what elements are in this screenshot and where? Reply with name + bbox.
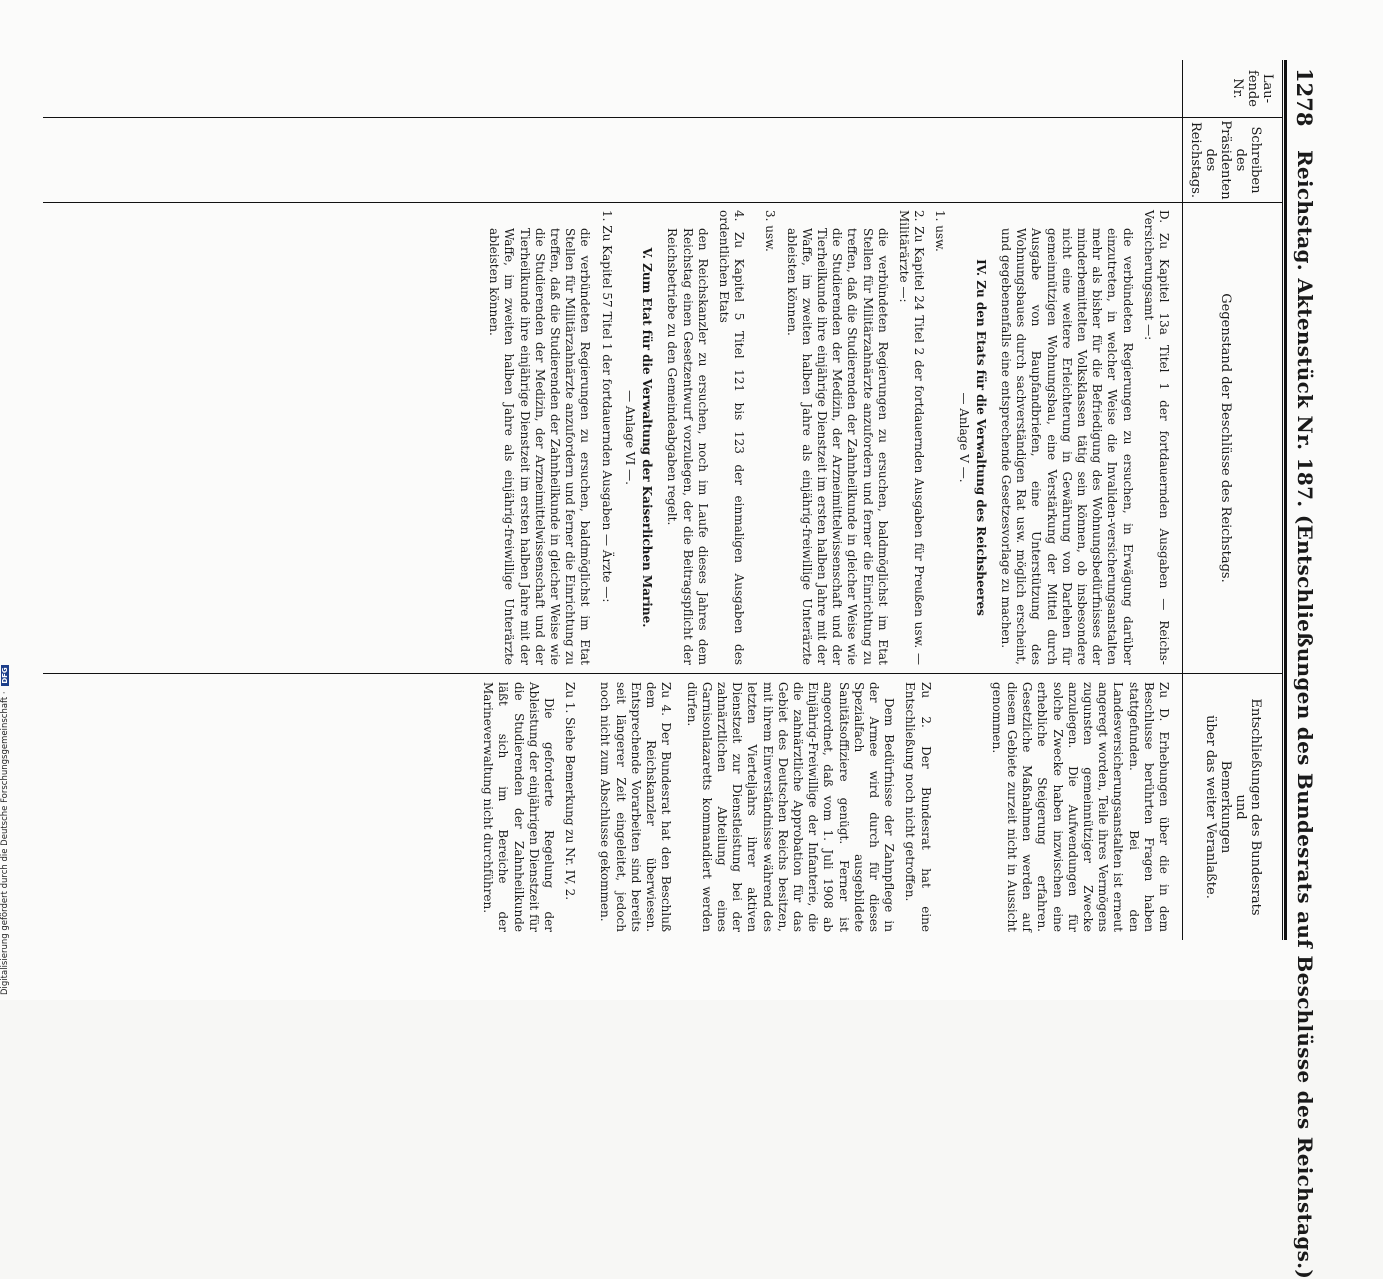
item-v-1-heading: 1. Zu Kapitel 57 Titel 1 der fortdauernden Ausgaben — Ärzte —: — [599, 210, 614, 603]
column-header-resolution: Entschließungen des Bundesrats und Bemerkungen über das weiter Veranlaßte. — [1203, 698, 1263, 916]
resolution-v-1-text: Die geforderte Regelung der Ableistung der einjährigen Dienstzeit für die Studierenden der Zahnheilkunde läßt sich im Bereiche der Marineverwaltung nicht durchführen. — [481, 682, 557, 932]
item-iv-1: 1. usw. — [933, 210, 948, 252]
section-iv-heading: IV. Zu den Etats für die Verwaltung des Reichsheeres — [973, 259, 988, 616]
item-iv-2-text: die verbündeten Regierungen zu ersuchen, baldmöglichst im Etat Stellen für Militärzahnärzte anzufordern und ferner die Einrichtung zu treffen, daß die Studierenden der Zahnheilkunde in gleicher Weise wie die Studierenden der Medizin, der Arzneimittelwissenschaft und der Tierheilkunde ihre einjährige Dienstzeit im ersten halben Jahre mit der Waffe, im zweiten halben Jahre als einjährig-freiwillige Unterärzte ableisten können. — [784, 228, 890, 665]
item-iv-4-heading: 4. Zu Kapitel 5 Titel 121 bis 123 der einmaligen Ausgaben des ordentlichen Etats — [716, 210, 747, 665]
column-header-rule — [1182, 60, 1183, 940]
section-v-annex: — Anlage VI —. — [622, 390, 637, 485]
column-divider-2 — [43, 202, 1283, 203]
column-divider-1 — [43, 117, 1283, 118]
resolution-column — [474, 682, 1171, 932]
column-header-subject: Gegenstand der Beschlüsse des Reichstags. — [1218, 293, 1233, 583]
resolution-v-1: Zu 1. Siehe Bemerkung zu Nr. IV, 2. — [563, 682, 578, 901]
resolution-iv-2-text: Dem Bedürfnisse der Zahnpflege in der Armee wird durch für dieses Spezialfach ausgebildete Sanitätsoffiziere genügt. Ferner ist angeordnet, daß vom 1. Juli 1908 ab Einjährig-Freiwillige der Infanterie, die die zahnärztliche Approbation für das Gebiet des Deutschen Reichs besitzen, mit ihrem Einverständnisse während des letzten Vierteljahrs ihrer aktiven Dienstzeit zur Dienstleistung bei der zahnärztlichen Abteilung eines Garnisonlazaretts kommandiert werden dürfen. — [684, 682, 897, 932]
item-d-heading: D. Zu Kapitel 13a Titel 1 der fortdauernden Ausgaben — Reichs-Versicherungsamt —: — [1141, 210, 1171, 665]
header-rule — [1284, 60, 1287, 940]
item-v-1-text: die verbündeten Regierungen zu ersuchen, baldmöglichst im Etat Stellen für Militärzahnärzte anzufordern und ferner die Einrichtung zu treffen, daß die Studierenden der Zahnheilkunde in gleicher Weise wie die Studierenden der Medizin, der Arzneimittelwissenschaft und der Tierheilkunde ihre einjährige Dienstzeit im ersten halben Jahre mit der Waffe, im zweiten halben Jahre als einjährig-freiwillige Unterärzte ableisten können. — [487, 228, 593, 665]
column-header-number: Lau- fende Nr. — [1230, 70, 1275, 107]
page-title: Reichstag. Aktenstück Nr. 187. (Entschließungen des Bundesrats auf Beschlüsse des Reichstags.) — [1293, 150, 1317, 1279]
resolution-iv-2: Zu 2. Der Bundesrat hat eine Entschließung noch nicht getroffen. — [903, 682, 933, 932]
column-divider-3 — [43, 673, 1283, 674]
item-iv-3: 3. usw. — [763, 210, 778, 252]
dfg-logo: DFG — [1, 667, 9, 684]
digitization-note: Digitalisierung gefördert durch die Deutsche Forschungsgemeinschaft · DFG — [0, 667, 10, 995]
item-iv-2-heading: 2. Zu Kapitel 24 Titel 2 der fortdauernden Ausgaben für Preußen usw. — Militärärzte —: — [896, 210, 927, 665]
digitization-note-text: Digitalisierung gefördert durch die Deutsche Forschungsgemeinschaft — [0, 696, 10, 995]
page-number: 1278 — [1292, 68, 1317, 127]
subject-column — [480, 210, 1171, 665]
section-v-heading: V. Zum Etat für die Verwaltung der Kaiserlichen Marine. — [640, 247, 655, 628]
resolution-d: Zu D. Erhebungen über die in dem Beschlusse berührten Fragen haben stattgefunden. Bei den Landesversicherungsanstalten ist erneut angeregt worden, Teile ihres Vermögens zugunsten gemeinnütziger Zwecke anzulegen. Die Aufwendungen für solche Zwecke haben inzwischen eine erhebliche Steigerung erfahren. Gesetzliche Maßnahmen werden auf diesem Gebiete zurzeit nicht in Aussicht genommen. — [989, 682, 1171, 932]
resolution-iv-4: Zu 4. Der Bundesrat hat den Beschluß dem Reichskanzler überwiesen. Entsprechende Vorarbeiten sind bereits seit längerer Zeit eingeleitet, jedoch noch nicht zum Abschlusse gekommen. — [598, 682, 674, 932]
column-header-letter: Schreiben des Präsidenten des Reichstags. — [1188, 120, 1263, 200]
item-d-text: die verbündeten Regierungen zu ersuchen, in Erwägung darüber einzutreten, in welcher Weise die Invaliden-versicherungsanstalten mehr als bisher für die Befriedigung des Wohnungsbedürfnisses der minderbemittelten Volksklassen tätig sein können, ob insbesondere nicht eine weitere Erleichterung in Gewährung von Darlehen für gemeinnützigen Wohnungsbau, eine Verstärkung der Mittel durch Ausgabe von Baupfandbriefen, eine Unterstützung des Wohnungsbaues durch sachverständigen Rat usw. möglich erscheint, und gegebenenfalls eine entsprechende Gesetzesvorlage zu machen. — [998, 228, 1135, 665]
item-iv-4-text: den Reichskanzler zu ersuchen, noch im Laufe dieses Jahres dem Reichstag einen Gesetzentwurf vorzulegen, der die Beitragspflicht der Reichsbetriebe zu den Gemeindeabgaben regelt. — [665, 228, 710, 665]
section-iv-annex: — Anlage V —. — [956, 392, 971, 483]
header-rule-thin — [1282, 60, 1283, 940]
